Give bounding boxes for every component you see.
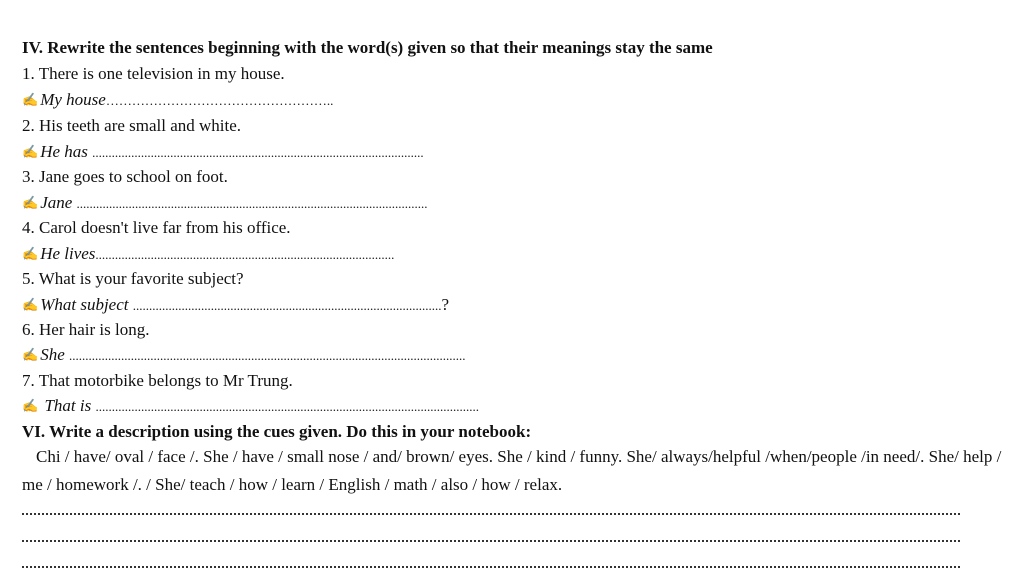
sentence-2: 2. His teeth are small and white. [22, 116, 242, 135]
answer-line-6[interactable] [22, 345, 465, 366]
answer-prompt-4: He lives [40, 244, 96, 263]
answer-line-3[interactable] [22, 193, 428, 214]
answer-blank-3[interactable]: ............................................................................................................ [76, 196, 428, 211]
sentence-7: 7. That motorbike belongs to Mr Trung. [22, 371, 293, 390]
sentence-3: 3. Jane goes to school on foot. [22, 167, 228, 186]
answer-line-1[interactable] [22, 90, 333, 111]
sentence-6: 6. Her hair is long. [22, 320, 150, 339]
pen-icon: ✍ [22, 144, 39, 159]
answer-blank-7[interactable]: ...................................................................................................................... [95, 399, 479, 414]
sentence-1: 1. There is one television in my house. [22, 64, 285, 83]
writing-line-2[interactable] [22, 540, 960, 542]
pen-icon: ✍ [22, 195, 39, 210]
section-iv-heading: IV. Rewrite the sentences beginning with the word(s) given so that their meanings stay the same [22, 38, 713, 57]
answer-prompt-3: Jane [40, 193, 77, 212]
answer-prompt-7: That is [40, 396, 96, 415]
answer-blank-5[interactable]: ............................................................................................... [132, 298, 442, 313]
answer-line-7[interactable] [22, 396, 479, 417]
pen-icon: ✍ [22, 398, 39, 413]
description-cues: Chi / have/ oval / face /. She / have / small nose / and/ brown/ eyes. She / kind / funny. She/ always/helpful /when/people /in need/. She/ help / me / homework /. / She/ teach / how / learn / English / math / also / how / relax. [22, 447, 1002, 494]
answer-suffix-5: ? [441, 295, 450, 314]
writing-line-1[interactable] [22, 513, 960, 515]
writing-line-3[interactable] [22, 566, 960, 568]
answer-prompt-5: What subject [40, 295, 133, 314]
answer-blank-6[interactable]: .......................................................................................................................... [68, 348, 466, 363]
pen-icon: ✍ [22, 347, 39, 362]
pen-icon: ✍ [22, 297, 39, 312]
answer-blank-1[interactable]: …………………………………………….. [105, 93, 334, 108]
answer-prompt-2: He has [40, 142, 93, 161]
answer-blank-4[interactable]: ............................................................................................ [95, 247, 395, 262]
answer-line-4[interactable] [22, 244, 394, 265]
pen-icon: ✍ [22, 246, 39, 261]
section-vi-heading: VI. Write a description using the cues given. Do this in your notebook: [22, 422, 532, 441]
answer-line-5[interactable] [22, 295, 449, 316]
sentence-5: 5. What is your favorite subject? [22, 269, 244, 288]
answer-prompt-6: She [40, 345, 69, 364]
answer-prompt-1: My house [40, 90, 106, 109]
sentence-4: 4. Carol doesn't live far from his office. [22, 218, 291, 237]
answer-line-2[interactable] [22, 142, 424, 163]
answer-blank-2[interactable]: ...................................................................................................... [92, 145, 424, 160]
pen-icon: ✍ [22, 92, 39, 107]
